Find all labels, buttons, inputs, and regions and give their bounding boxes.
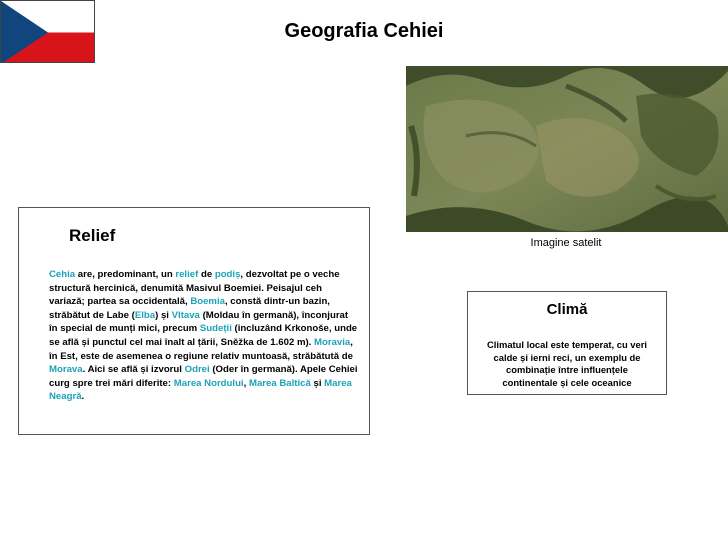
relief-link[interactable]: Cehia bbox=[49, 269, 76, 280]
relief-text-segment: și bbox=[310, 377, 325, 389]
satellite-image bbox=[406, 66, 728, 232]
relief-text-segment: de bbox=[198, 269, 215, 280]
relief-text-segment: , bbox=[243, 377, 249, 389]
relief-link[interactable]: Boemia bbox=[190, 296, 225, 308]
relief-text-segment: , dezvoltat pe o veche structură hercinică, denumită Masivul Boemiei. Peisajul ceh variază; partea sa occidentală, bbox=[49, 269, 340, 308]
relief-link[interactable]: podiș bbox=[214, 269, 241, 280]
relief-link[interactable]: Sudeții bbox=[199, 323, 232, 335]
relief-text-segment: are, predominant, un bbox=[75, 269, 176, 280]
relief-heading: Relief bbox=[69, 226, 116, 245]
page-title: Geografia Cehiei bbox=[284, 20, 444, 42]
relief-text-segment: ) și bbox=[155, 309, 172, 321]
relief-text-segment: . Aici se află și izvorul bbox=[82, 364, 185, 376]
relief-text-segment: (incluzând Krkonoše, unde se află și punctul cel mai înalt al țării, Sněžka de 1.602 m). bbox=[49, 323, 358, 348]
relief-link[interactable]: Marea Baltică bbox=[248, 377, 311, 389]
clima-heading: Climă bbox=[546, 301, 588, 318]
relief-link[interactable]: Elba bbox=[134, 309, 156, 321]
relief-text-segment: (Moldau în germană), înconjurat în special de munți mici, precum bbox=[49, 309, 349, 335]
satellite-caption: Imagine satelit bbox=[530, 237, 602, 249]
clima-text: Climatul local este temperat, cu veri calde și ierni reci, un exemplu de combinație între influențele continentale și cele oceanice bbox=[487, 339, 647, 388]
relief-link[interactable]: Moravia bbox=[314, 336, 351, 348]
relief-link[interactable]: Marea Nordului bbox=[173, 377, 244, 389]
relief-panel bbox=[18, 207, 370, 435]
relief-text-segment: , constă dintr-un bazin, străbătut de Labe ( bbox=[49, 296, 330, 321]
relief-text-segment: . bbox=[81, 391, 85, 403]
relief-link[interactable]: relief bbox=[175, 269, 199, 280]
relief-text-segment: , în Est, este de asemenea o regiune relativ muntoasă, străbătută de bbox=[49, 336, 353, 362]
clima-panel bbox=[467, 291, 667, 395]
relief-text-segment: (Oder în germană). Apele Cehiei curg spre trei mări diferite: bbox=[49, 364, 358, 389]
relief-link[interactable]: Odrei bbox=[184, 364, 210, 376]
relief-text bbox=[49, 268, 359, 404]
relief-link[interactable]: Vltava bbox=[171, 309, 200, 321]
relief-link[interactable]: Morava bbox=[49, 364, 83, 376]
relief-link[interactable]: Marea Neagră bbox=[49, 377, 352, 403]
